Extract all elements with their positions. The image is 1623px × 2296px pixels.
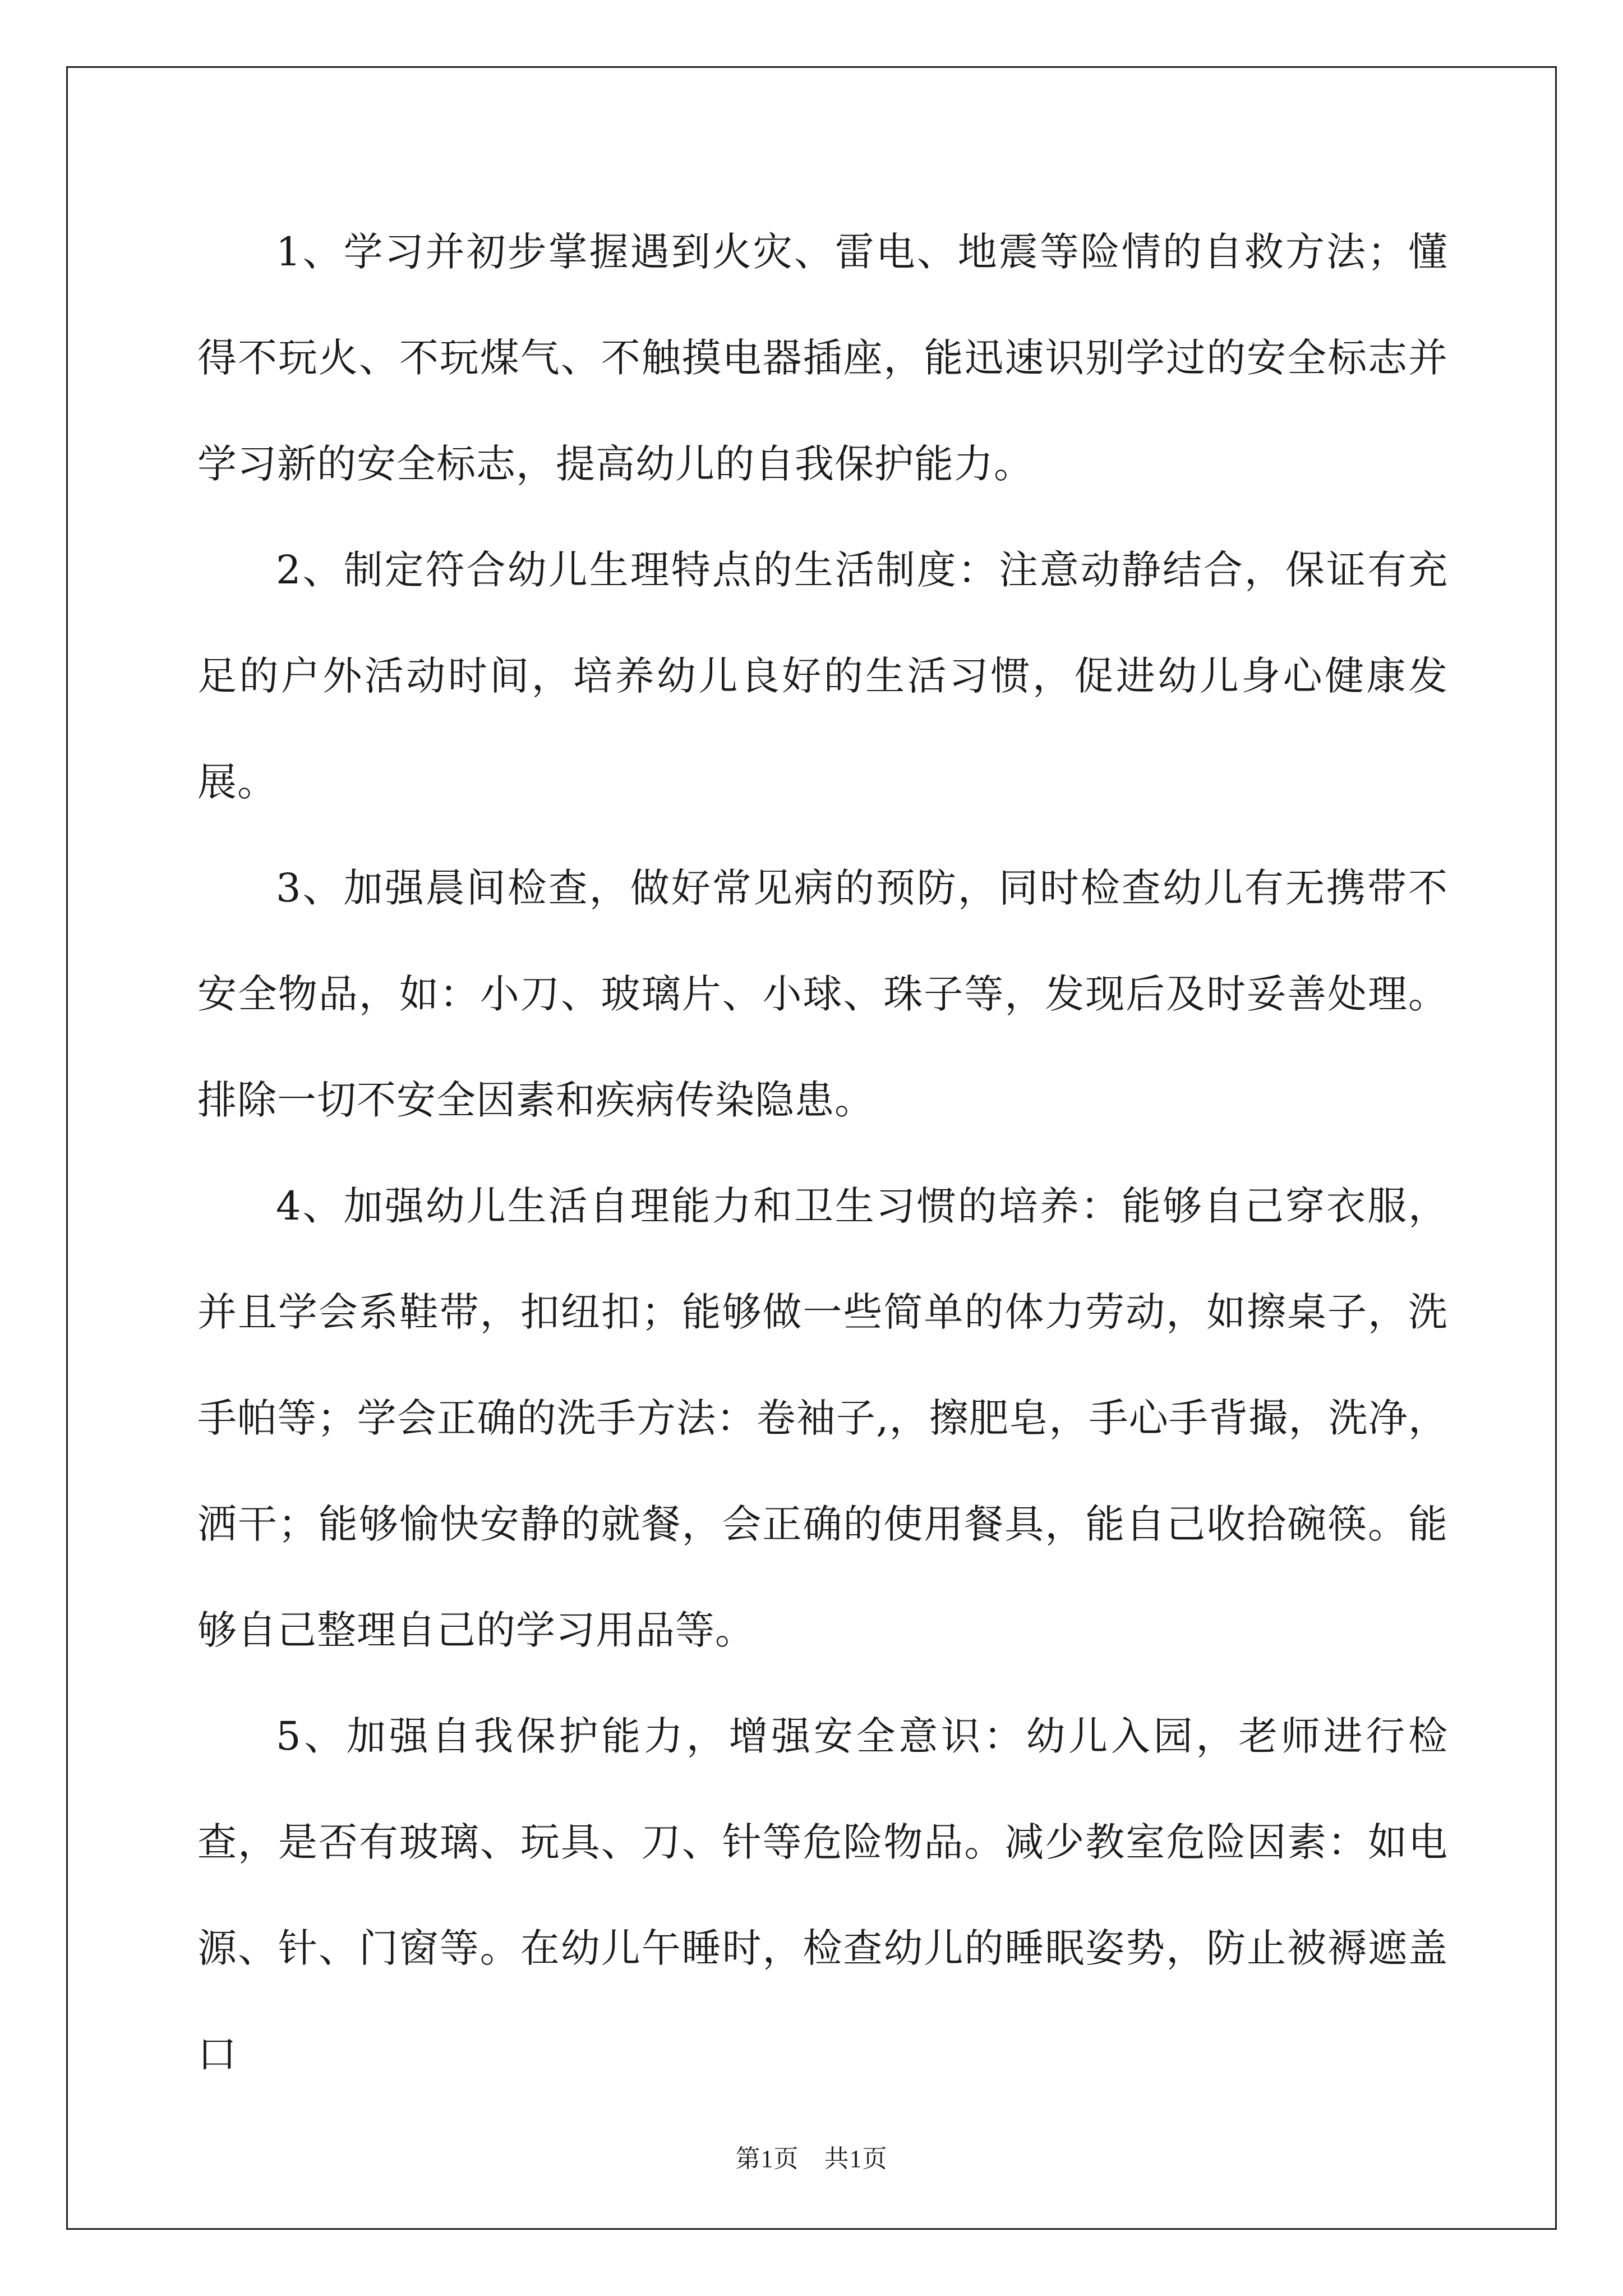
page-number-footer: 第1页 共1页 bbox=[735, 2145, 888, 2173]
paragraph-2: 2、制定符合幼儿生理特点的生活制度：注意动静结合，保证有充足的户外活动时间，培养幼儿良好的生活习惯，促进幼儿身心健康发展。 bbox=[197, 547, 1448, 805]
paragraph-1: 1、学习并初步掌握遇到火灾、雷电、地震等险情的自救方法；懂得不玩火、不玩煤气、不触摸电器插座，能迅速识别学过的安全标志并学习新的安全标志，提高幼儿的自我保护能力。 bbox=[197, 229, 1448, 487]
paragraph-3: 3、加强晨间检查，做好常见病的预防，同时检查幼儿有无携带不安全物品，如：小刀、玻璃片、小球、珠子等，发现后及时妥善处理。排除一切不安全因素和疾病传染隐患。 bbox=[197, 865, 1448, 1123]
paragraph-5: 5、加强自我保护能力，增强安全意识：幼儿入园，老师进行检查，是否有玻璃、玩具、刀、针等危险物品。减少教室危险因素：如电源、针、门窗等。在幼儿午睡时，检查幼儿的睡眠姿势，防止被褥遮盖口 bbox=[197, 1713, 1448, 2077]
document-body bbox=[197, 199, 1448, 2108]
paragraph-4: 4、加强幼儿生活自理能力和卫生习惯的培养：能够自己穿衣服，并且学会系鞋带，扣纽扣；能够做一些简单的体力劳动，如擦桌子，洗手帕等；学会正确的洗手方法：卷袖子,，擦肥皂，手心手背撮，洗净，洒干；能够愉快安静的就餐，会正确的使用餐具，能自己收拾碗筷。能够自己整理自己的学习用品等。 bbox=[197, 1183, 1448, 1653]
